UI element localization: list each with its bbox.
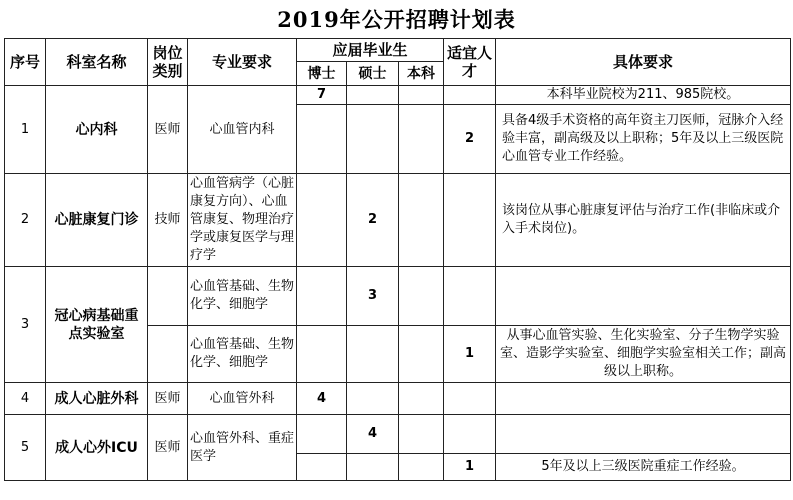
cell-dept: 成人心外ICU [46,415,148,481]
header-dept: 科室名称 [46,39,148,86]
cell-phd [297,454,347,481]
cell-talent [444,383,496,415]
cell-post: 技师 [148,174,188,267]
cell-master [347,86,399,105]
cell-dept: 心脏康复门诊 [46,174,148,267]
cell-req [496,415,791,454]
cell-major: 心血管基础、生物化学、细胞学 [188,326,297,383]
cell-req [496,383,791,415]
cell-major: 心血管外科、重症医学 [188,415,297,481]
table-row [5,86,791,105]
cell-seq: 3 [5,267,46,383]
header-req: 具体要求 [496,39,791,86]
cell-phd [297,174,347,267]
cell-post: 医师 [148,86,188,174]
table-row [5,267,791,326]
header-post: 岗位类别 [148,39,188,86]
cell-phd [297,267,347,326]
cell-seq: 2 [5,174,46,267]
cell-req: 本科毕业院校为211、985院校。 [496,86,791,105]
cell-master: 4 [347,415,399,454]
cell-talent [444,415,496,454]
cell-phd: 7 [297,86,347,105]
cell-major: 心血管外科 [188,383,297,415]
cell-bachelor [399,267,444,326]
cell-post: 医师 [148,415,188,481]
cell-master: 2 [347,174,399,267]
cell-post [148,267,188,326]
cell-major: 心血管基础、生物化学、细胞学 [188,267,297,326]
cell-talent [444,267,496,326]
cell-bachelor [399,383,444,415]
cell-bachelor [399,86,444,105]
cell-talent [444,174,496,267]
cell-dept: 冠心病基础重点实验室 [46,267,148,383]
table-row [5,415,791,454]
cell-seq: 5 [5,415,46,481]
header-seq: 序号 [5,39,46,86]
cell-req: 具备4级手术资格的高年资主刀医师，冠脉介入经验丰富，副高级及以上职称；5年及以上三级医院心血管专业工作经验。 [496,105,791,174]
cell-major: 心血管病学（心脏康复方向）、心血管康复、物理治疗学或康复医学与理疗学 [188,174,297,267]
header-grad: 应届毕业生 [297,39,444,62]
cell-seq: 4 [5,383,46,415]
cell-bachelor [399,454,444,481]
page-title: 2019年公开招聘计划表 [277,7,516,32]
cell-talent: 2 [444,105,496,174]
cell-phd [297,415,347,454]
header-row-1 [5,39,791,62]
cell-dept: 成人心脏外科 [46,383,148,415]
table-row [5,383,791,415]
header-talent: 适宜人才 [444,39,496,86]
header-master: 硕士 [347,62,399,86]
cell-req: 从事心血管实验、生化实验室、分子生物学实验室、造影学实验室、细胞学实验室相关工作；副高级以上职称。 [496,326,791,383]
cell-phd [297,326,347,383]
cell-bachelor [399,174,444,267]
cell-bachelor [399,105,444,174]
cell-post [148,326,188,383]
cell-master [347,105,399,174]
cell-bachelor [399,326,444,383]
header-phd: 博士 [297,62,347,86]
cell-bachelor [399,415,444,454]
cell-master: 3 [347,267,399,326]
cell-master [347,454,399,481]
cell-dept: 心内科 [46,86,148,174]
cell-talent [444,86,496,105]
cell-talent: 1 [444,454,496,481]
table-row [5,174,791,267]
recruitment-table [4,38,791,481]
cell-talent: 1 [444,326,496,383]
cell-req: 5年及以上三级医院重症工作经验。 [496,454,791,481]
cell-req [496,267,791,326]
header-major: 专业要求 [188,39,297,86]
cell-phd [297,105,347,174]
cell-master [347,326,399,383]
cell-phd: 4 [297,383,347,415]
cell-seq: 1 [5,86,46,174]
header-bachelor: 本科 [399,62,444,86]
cell-post: 医师 [148,383,188,415]
cell-master [347,383,399,415]
cell-req: 该岗位从事心脏康复评估与治疗工作(非临床或介入手术岗位)。 [496,174,791,267]
cell-major: 心血管内科 [188,86,297,174]
